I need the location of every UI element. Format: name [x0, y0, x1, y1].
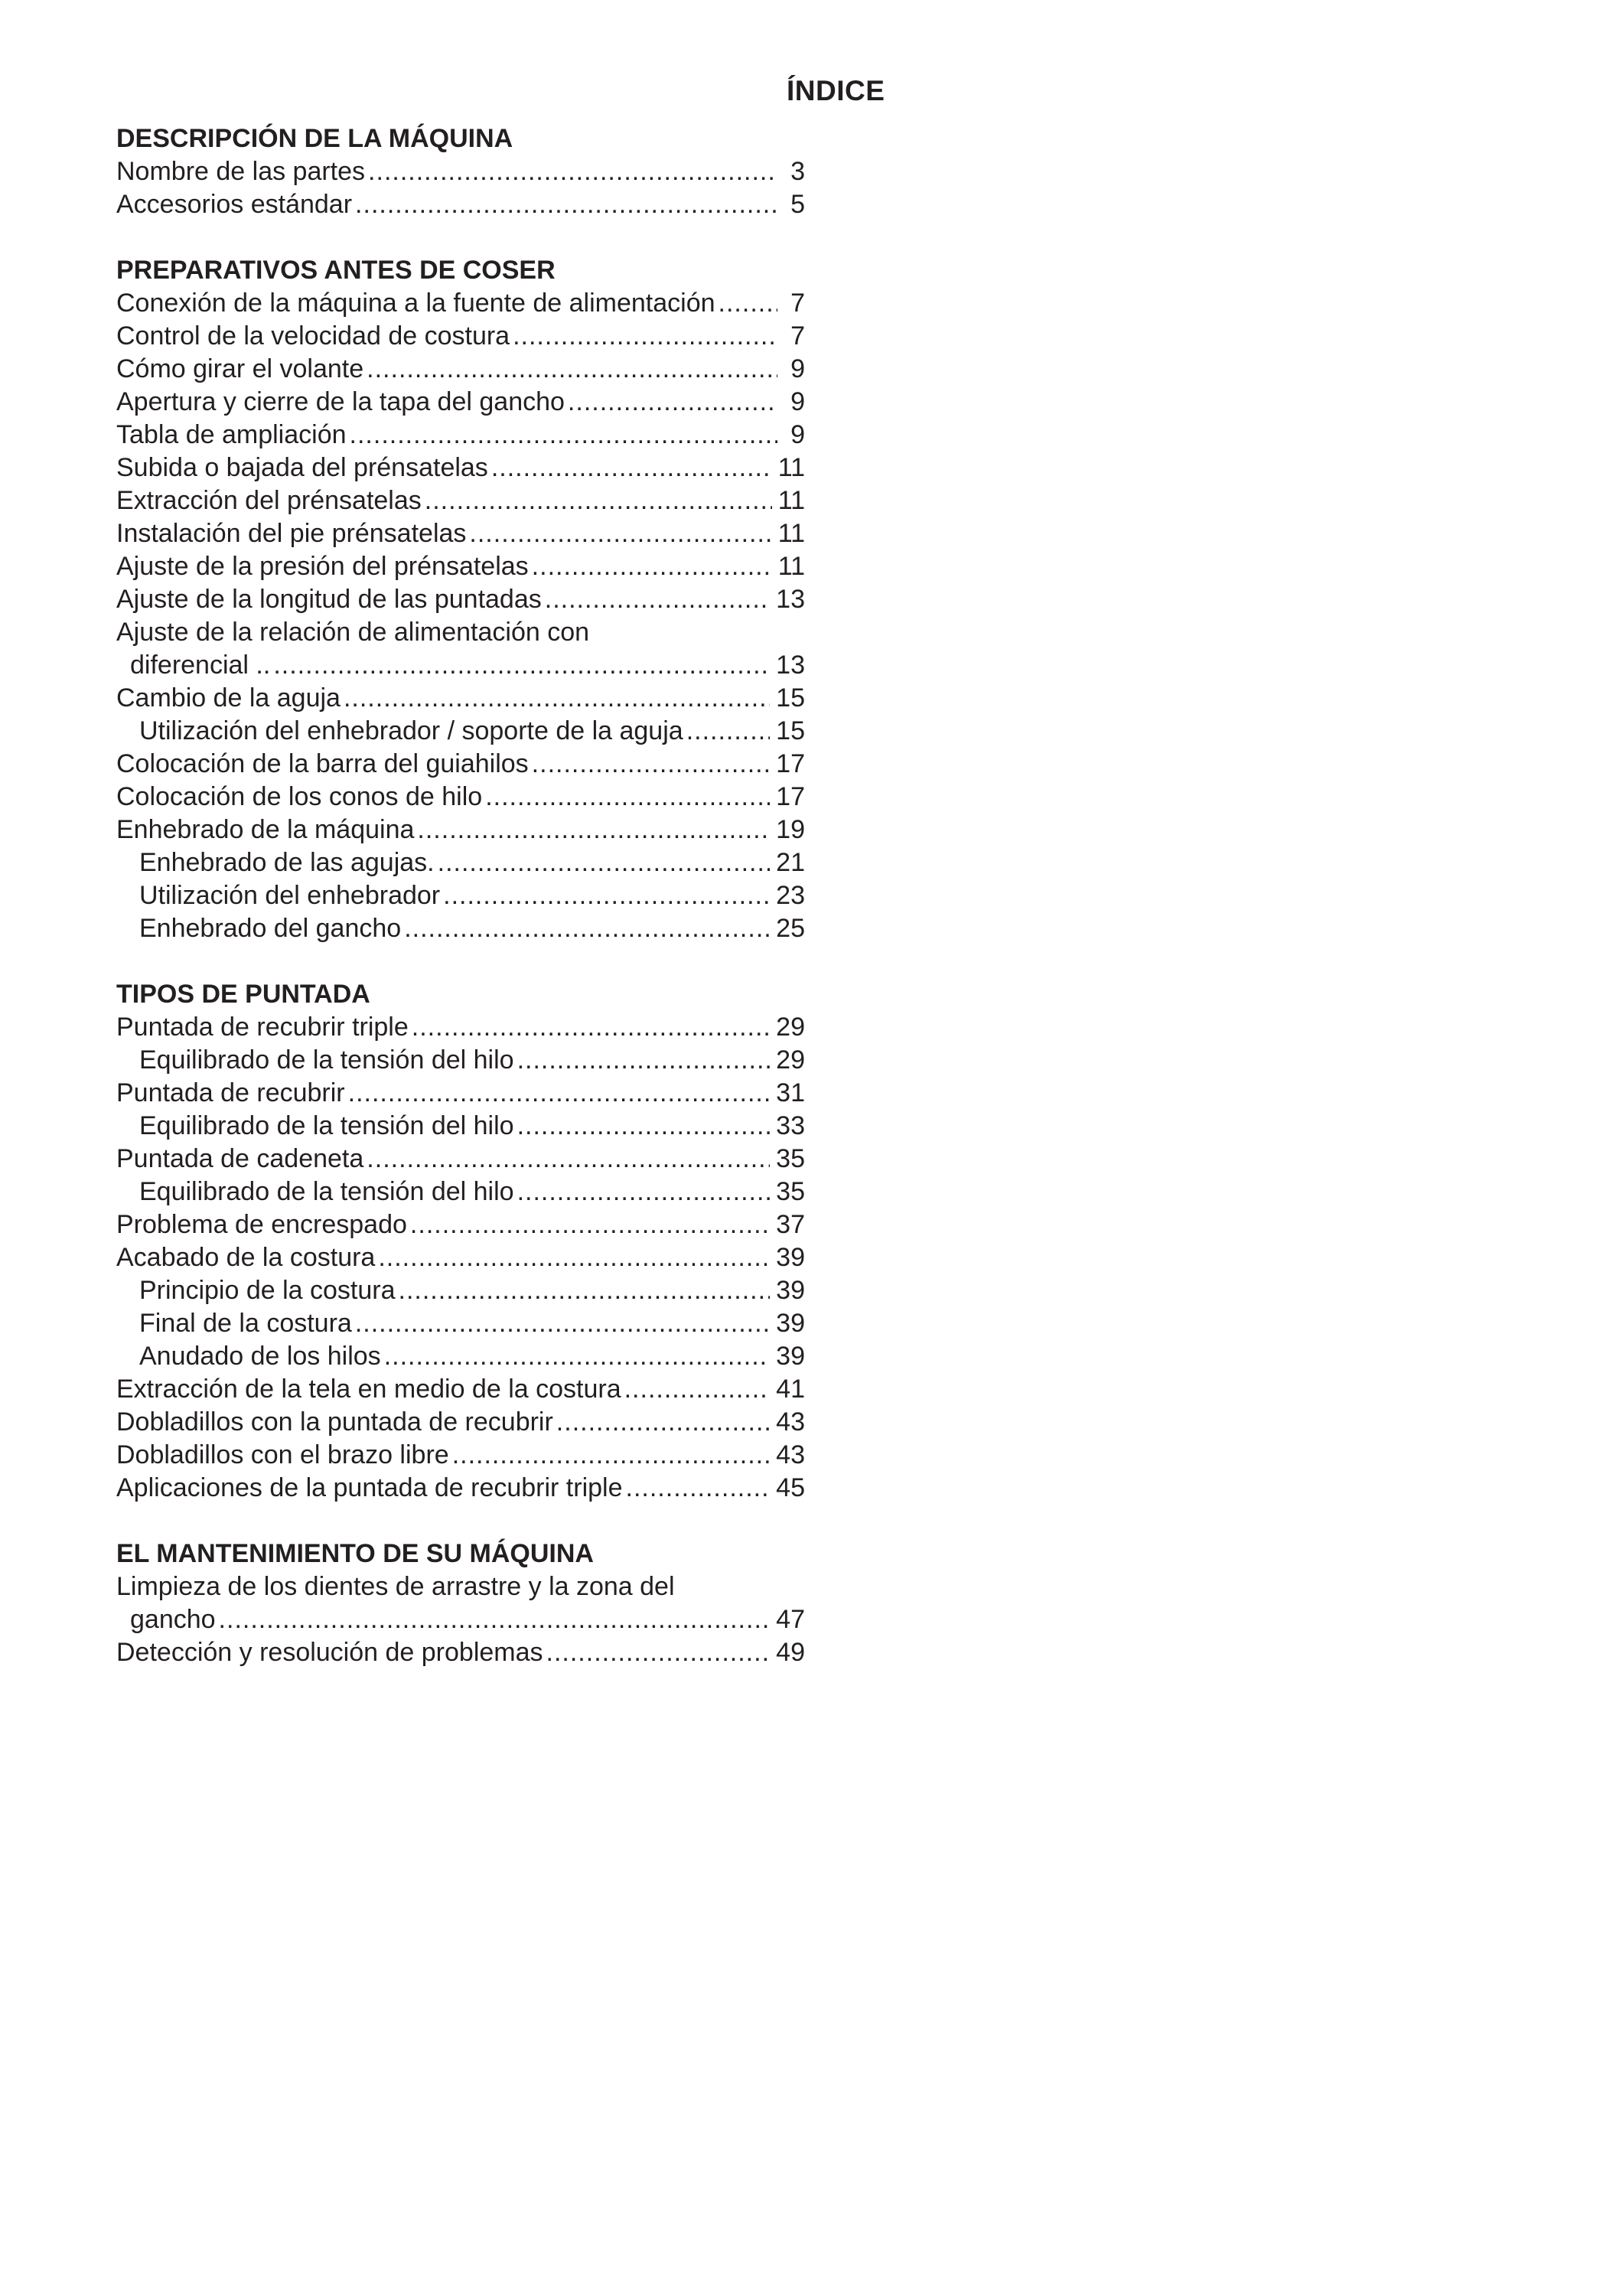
toc-entry-text: Subida o bajada del prénsatelas	[116, 453, 488, 482]
toc-entry-text: Puntada de recubrir	[116, 1078, 345, 1107]
dot-leader	[532, 550, 772, 583]
toc-subentry[interactable]	[116, 1307, 805, 1340]
page-number: 7	[790, 321, 805, 351]
toc-entry[interactable]	[116, 517, 805, 550]
dot-leader	[378, 1241, 770, 1274]
toc-entry[interactable]	[116, 1406, 805, 1439]
toc-entry-text: Conexión de la máquina a la fuente de alimentación	[116, 289, 715, 318]
dot-leader	[568, 386, 777, 419]
toc-entry[interactable]	[116, 1472, 805, 1505]
page-number: 9	[790, 387, 805, 416]
dot-leader	[412, 1011, 770, 1044]
toc-entry-text: Extracción de la tela en medio de la costura	[116, 1375, 621, 1404]
toc-entry[interactable]	[116, 682, 805, 715]
toc-section	[116, 254, 805, 945]
page-number: 11	[777, 453, 805, 482]
toc-entry-text: Acabado de la costura	[116, 1243, 376, 1272]
page-number: 15	[776, 716, 805, 745]
page-number: 29	[776, 1045, 805, 1075]
page-number: 49	[776, 1638, 805, 1667]
page-number: 33	[776, 1111, 805, 1140]
toc-entry-text: Equilibrado de la tensión del hilo	[139, 1045, 514, 1075]
toc-entry[interactable]	[116, 814, 805, 846]
toc-entry-text: Anudado de los hilos	[139, 1342, 381, 1371]
toc-entry[interactable]	[116, 155, 805, 188]
dot-leader	[517, 1110, 771, 1143]
page-number: 39	[776, 1309, 805, 1338]
toc-entry-text: Accesorios estándar	[116, 190, 353, 219]
toc-entry-text: Equilibrado de la tensión del hilo	[139, 1111, 514, 1140]
toc-entry[interactable]	[116, 1570, 805, 1636]
toc-subentry[interactable]	[116, 912, 805, 945]
toc-section	[116, 122, 805, 221]
toc-entry-text: Cómo girar el volante	[116, 354, 364, 383]
toc-entry[interactable]	[116, 1241, 805, 1274]
page-number: 43	[776, 1440, 805, 1469]
page-number: 29	[776, 1013, 805, 1042]
toc-entry[interactable]	[116, 1636, 805, 1669]
dot-leader	[273, 649, 770, 682]
toc-subentry[interactable]	[116, 1274, 805, 1307]
toc-subentry[interactable]	[116, 1176, 805, 1208]
toc-entry-text: Enhebrado de la máquina	[116, 815, 415, 844]
toc-entry-text: Final de la costura	[139, 1309, 352, 1338]
toc-entry-text: Aplicaciones de la puntada de recubrir triple	[116, 1473, 623, 1502]
page-number: 13	[776, 651, 805, 680]
page-number: 41	[776, 1375, 805, 1404]
toc-entry[interactable]	[116, 1077, 805, 1110]
dot-leader	[545, 583, 770, 616]
dot-leader	[410, 1208, 770, 1241]
toc-entry-text: diferencial ..	[130, 651, 271, 680]
page-title: ÍNDICE	[787, 75, 885, 106]
page-number: 39	[776, 1243, 805, 1272]
toc-entry[interactable]	[116, 1011, 805, 1044]
toc-entry-text: Dobladillos con la puntada de recubrir	[116, 1407, 553, 1437]
toc-subentry[interactable]	[116, 1110, 805, 1143]
toc-entry[interactable]	[116, 1439, 805, 1472]
dot-leader	[399, 1274, 771, 1307]
page-number: 17	[776, 749, 805, 778]
toc-entry[interactable]	[116, 320, 805, 353]
page-number: 31	[776, 1078, 805, 1107]
toc-section	[116, 978, 805, 1505]
section-heading: EL MANTENIMIENTO DE SU MÁQUINA	[116, 1539, 594, 1568]
page-number: 43	[776, 1407, 805, 1437]
page-number: 45	[776, 1473, 805, 1502]
toc-entry-text: Puntada de cadeneta	[116, 1144, 364, 1173]
toc-entry-text: gancho	[130, 1605, 216, 1634]
toc-entry-text: Dobladillos con el brazo libre	[116, 1440, 449, 1469]
toc-entry-text-line1: Ajuste de la relación de alimentación con	[116, 618, 590, 647]
toc-entry-text: Instalación del pie prénsatelas	[116, 519, 467, 548]
dot-leader	[367, 353, 777, 386]
toc-subentry[interactable]	[116, 1340, 805, 1373]
dot-leader	[355, 1307, 770, 1340]
toc-entry[interactable]	[116, 583, 805, 616]
toc-entry-text-line1: Limpieza de los dientes de arrastre y la zona del	[116, 1572, 675, 1601]
toc-entry[interactable]	[116, 419, 805, 452]
section-heading: TIPOS DE PUNTADA	[116, 980, 370, 1009]
toc-subentry[interactable]	[116, 879, 805, 912]
toc-entry[interactable]	[116, 616, 805, 682]
page-number: 17	[776, 782, 805, 811]
dot-leader	[556, 1406, 770, 1439]
page-number: 39	[776, 1276, 805, 1305]
dot-leader	[719, 287, 777, 320]
toc-entry[interactable]	[116, 748, 805, 781]
toc-entry-text: Extracción del prénsatelas	[116, 486, 422, 515]
toc-entry[interactable]	[116, 484, 805, 517]
page-number: 39	[776, 1342, 805, 1371]
toc-entry-text: Principio de la costura	[139, 1276, 396, 1305]
page-number: 35	[776, 1144, 805, 1173]
toc-entry-text: Detección y resolución de problemas	[116, 1638, 543, 1667]
toc-entry-text: Tabla de ampliación	[116, 420, 347, 449]
toc-entry-text: Nombre de las partes	[116, 157, 366, 186]
toc-entry-text: Control de la velocidad de costura	[116, 321, 510, 351]
toc-entry-text: Enhebrado de las agujas.	[139, 848, 435, 877]
toc-entry-text: Equilibrado de la tensión del hilo	[139, 1177, 514, 1206]
toc-entry-text: Utilización del enhebrador	[139, 881, 441, 910]
toc-entry[interactable]	[116, 287, 805, 320]
page-number: 35	[776, 1177, 805, 1206]
toc-entry-text: Apertura y cierre de la tapa del gancho	[116, 387, 565, 416]
page-number: 13	[776, 585, 805, 614]
page-number: 21	[776, 848, 805, 877]
toc-subentry[interactable]	[116, 846, 805, 879]
toc-entry-text: Colocación de la barra del guiahilos	[116, 749, 529, 778]
page-number: 5	[790, 190, 805, 219]
dot-leader	[368, 155, 777, 188]
dot-leader	[384, 1340, 770, 1373]
dot-leader	[686, 715, 770, 748]
page-number: 9	[790, 420, 805, 449]
dot-leader	[417, 814, 770, 846]
toc-entry[interactable]	[116, 550, 805, 583]
page-number: 23	[776, 881, 805, 910]
toc-entry-text: Ajuste de la longitud de las puntadas	[116, 585, 542, 614]
page-number: 11	[777, 519, 805, 548]
toc-subentry[interactable]	[116, 715, 805, 748]
page-number: 37	[776, 1210, 805, 1239]
toc-section	[116, 1538, 805, 1669]
dot-leader	[532, 748, 771, 781]
dot-leader	[469, 517, 771, 550]
dot-leader	[355, 188, 777, 221]
toc-entry-text: Utilización del enhebrador / soporte de la aguja	[139, 716, 683, 745]
dot-leader	[404, 912, 770, 945]
toc-entry[interactable]	[116, 1373, 805, 1406]
dot-leader	[517, 1176, 771, 1208]
dot-leader	[491, 452, 772, 484]
page-number: 9	[790, 354, 805, 383]
toc-entry[interactable]	[116, 1143, 805, 1176]
dot-leader	[350, 419, 777, 452]
section-heading: DESCRIPCIÓN DE LA MÁQUINA	[116, 124, 513, 153]
dot-leader	[438, 846, 771, 879]
page-number: 11	[777, 486, 805, 515]
dot-leader	[546, 1636, 771, 1669]
toc-entry-text: Puntada de recubrir triple	[116, 1013, 409, 1042]
dot-leader	[513, 320, 777, 353]
toc-entry[interactable]	[116, 386, 805, 419]
dot-leader	[348, 1077, 771, 1110]
dot-leader	[624, 1373, 771, 1406]
toc-entry-text: Cambio de la aguja	[116, 683, 341, 713]
toc-entry-text: Colocación de los conos de hilo	[116, 782, 483, 811]
dot-leader	[344, 682, 770, 715]
toc-entry[interactable]	[116, 188, 805, 221]
toc-entry[interactable]	[116, 452, 805, 484]
page-number: 19	[776, 815, 805, 844]
dot-leader	[517, 1044, 771, 1077]
dot-leader	[219, 1603, 771, 1636]
page-number: 7	[790, 289, 805, 318]
section-heading: PREPARATIVOS ANTES DE COSER	[116, 256, 556, 285]
page-number: 11	[777, 552, 805, 581]
dot-leader	[443, 879, 770, 912]
toc-entry[interactable]	[116, 353, 805, 386]
page-number: 15	[776, 683, 805, 713]
dot-leader	[425, 484, 772, 517]
table-of-contents	[116, 122, 805, 1702]
dot-leader	[452, 1439, 770, 1472]
page-number: 47	[776, 1605, 805, 1634]
dot-leader	[485, 781, 770, 814]
page-number: 3	[790, 157, 805, 186]
dot-leader	[626, 1472, 771, 1505]
toc-entry[interactable]	[116, 1208, 805, 1241]
page-number: 25	[776, 914, 805, 943]
toc-entry-text: Problema de encrespado	[116, 1210, 407, 1239]
toc-entry-text: Ajuste de la presión del prénsatelas	[116, 552, 529, 581]
toc-subentry[interactable]	[116, 1044, 805, 1077]
toc-entry[interactable]	[116, 781, 805, 814]
dot-leader	[367, 1143, 770, 1176]
toc-entry-text: Enhebrado del gancho	[139, 914, 402, 943]
